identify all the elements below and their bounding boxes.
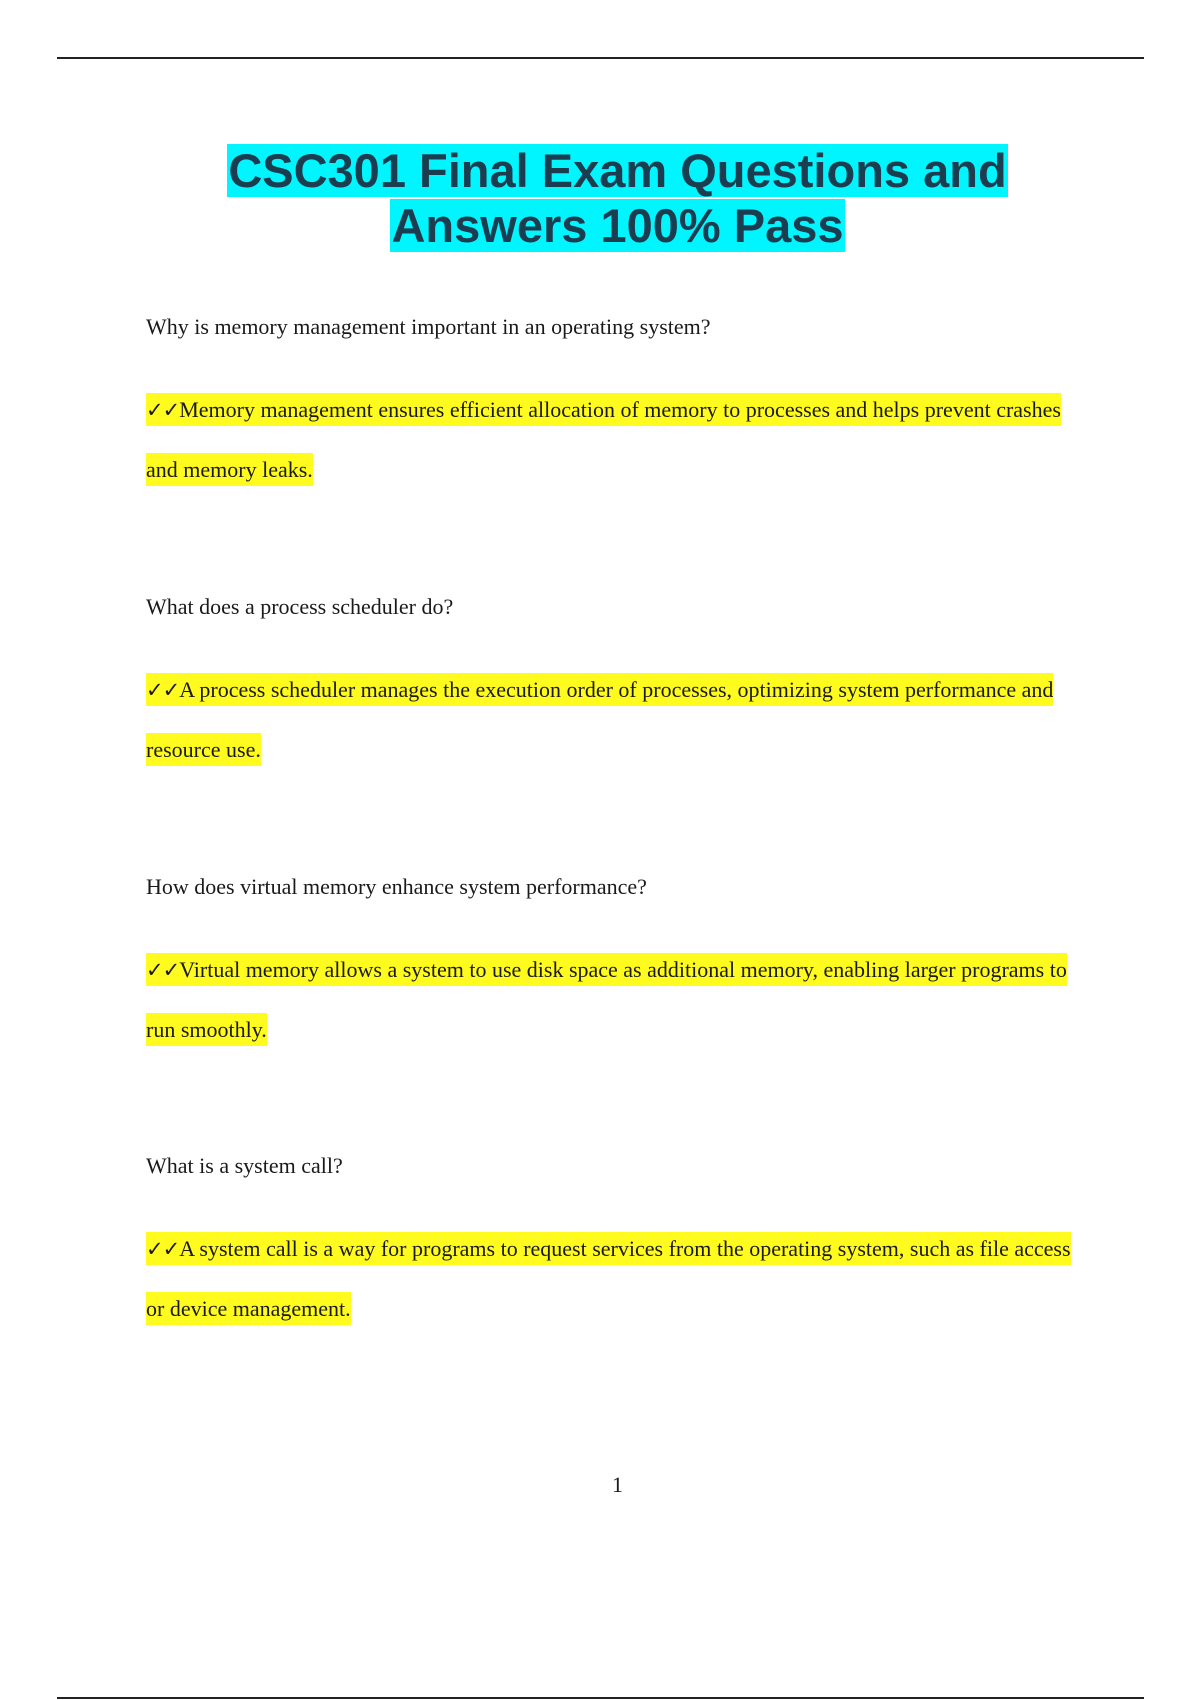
document-title <box>0 143 1200 253</box>
answer-text <box>146 380 1086 500</box>
header-rule <box>57 57 1144 59</box>
answer-text <box>146 660 1086 780</box>
question-text: What is a system call? <box>146 1153 343 1178</box>
qa-item-4 <box>146 1153 1086 1339</box>
answer-text <box>146 1219 1086 1339</box>
question-text: Why is memory management important in an operating system? <box>146 314 711 339</box>
answer-body: A system call is a way for programs to request services from the operating system, such as file access or device management. <box>146 1236 1071 1321</box>
footer-rule <box>57 1697 1144 1699</box>
title-line-2: Answers 100% Pass <box>391 199 844 252</box>
qa-item-1 <box>146 314 1086 500</box>
page-number: 1 <box>612 1472 623 1497</box>
double-check-icon: ✓✓ <box>146 678 180 702</box>
question-text: What does a process scheduler do? <box>146 594 454 619</box>
qa-item-2 <box>146 594 1086 780</box>
double-check-icon: ✓✓ <box>146 398 180 422</box>
answer-text <box>146 940 1086 1060</box>
double-check-icon: ✓✓ <box>146 958 180 982</box>
answer-body: Memory management ensures efficient allocation of memory to processes and helps prevent crashes and memory leaks. <box>146 397 1061 482</box>
answer-body: Virtual memory allows a system to use disk space as additional memory, enabling larger programs to run smoothly. <box>146 957 1067 1042</box>
double-check-icon: ✓✓ <box>146 1237 180 1261</box>
title-line-1: CSC301 Final Exam Questions and <box>228 144 1007 197</box>
qa-item-3 <box>146 874 1086 1060</box>
question-text: How does virtual memory enhance system performance? <box>146 874 647 899</box>
answer-body: A process scheduler manages the execution order of processes, optimizing system performance and resource use. <box>146 677 1054 762</box>
